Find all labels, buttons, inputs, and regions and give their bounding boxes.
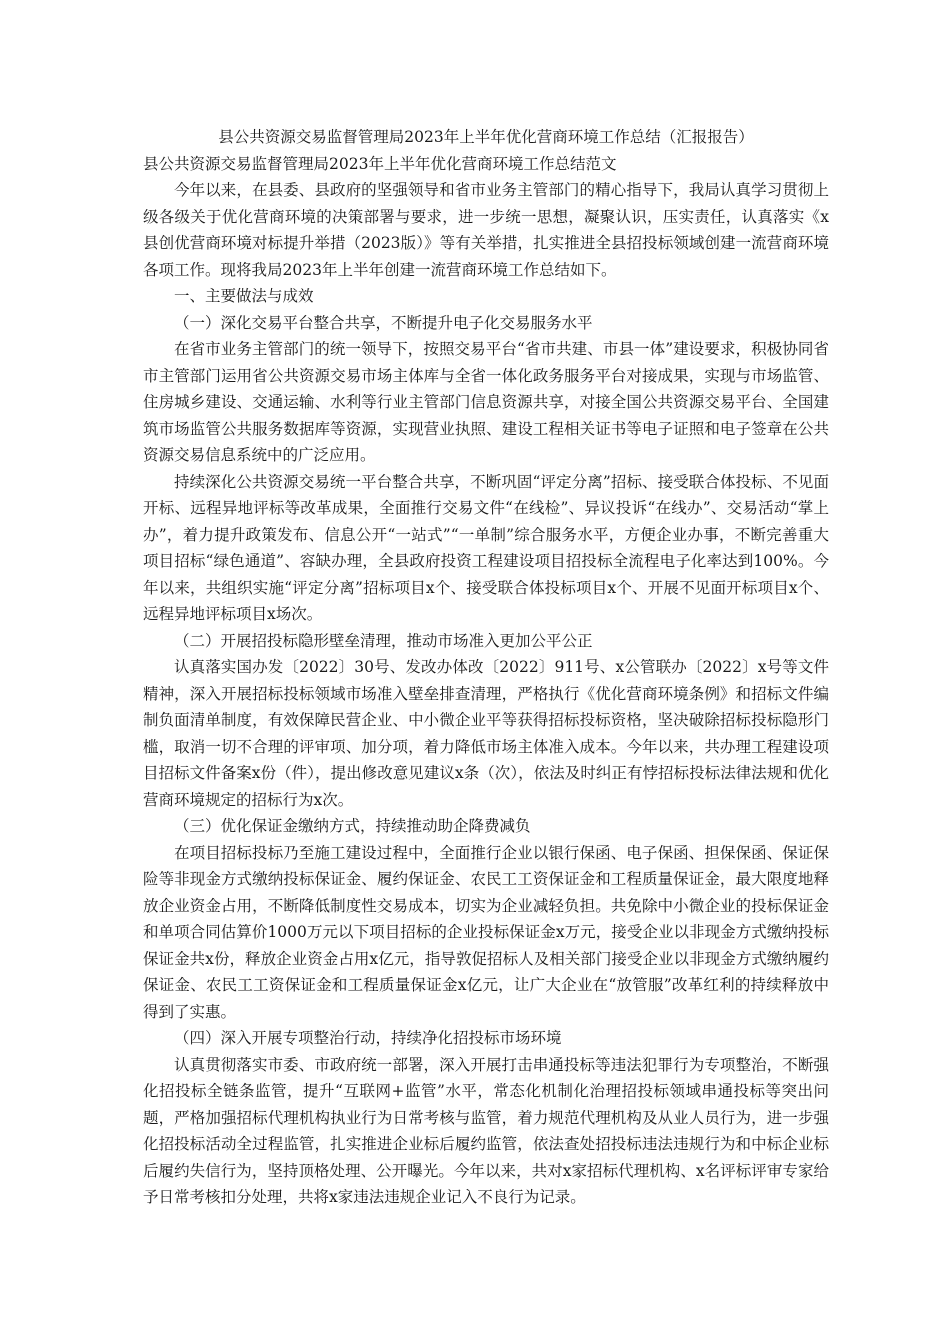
intro-paragraph: 今年以来，在县委、县政府的坚强领导和省市业务主管部门的精心指导下，我局认真学习贯彻上级各级关于优化营商环境的决策部署与要求，进一步统一思想，凝聚认识，压实责任，认真落实《x县创优营商环境对标提升举措（2023版）》等有关举措，扎实推进全县招投标领域创建一流营商环境各项工作。现将我局2023年上半年创建一流营商环境工作总结如下。 <box>143 181 829 279</box>
section-heading-1: 一、主要做法与成效 <box>174 287 314 305</box>
document-subtitle: 县公共资源交易监督管理局2023年上半年优化营商环境工作总结范文 <box>143 154 617 173</box>
subsection-1-paragraph-1: 在省市业务主管部门的统一领导下，按照交易平台“省市共建、市县一体”建设要求，积极协同省市主管部门运用省公共资源交易市场主体库与全省一体化政务服务平台对接成果，实现与市场监管、住房城乡建设、交通运输、水利等行业主管部门信息资源共享，对接全国公共资源交易平台、全国建筑市场监管公共服务数据库等资源，实现营业执照、建设工程相关证书等电子证照和电子签章在公共资源交易信息系统中的广泛应用。 <box>143 340 829 464</box>
subsection-4-paragraph-1: 认真贯彻落实市委、市政府统一部署，深入开展打击串通投标等违法犯罪行为专项整治，不断强化招投标全链条监管，提升“互联网+监管”水平，常态化机制化治理招投标领域串通投标等突出问题，严格加强招标代理机构执业行为日常考核与监管，着力规范代理机构及从业人员行为，进一步强化招投标活动全过程监管，扎实推进企业标后履约监管，依法查处招投标违法违规行为和中标企业标后履约失信行为，坚持顶格处理、公开曝光。今年以来，共对x家招标代理机构、x名评标评审专家给予日常考核扣分处理，共将x家违法违规企业记入不良行为记录。 <box>143 1055 829 1206</box>
document-title: 县公共资源交易监督管理局2023年上半年优化营商环境工作总结（汇报报告） <box>218 128 754 146</box>
subsection-3-paragraph-1: 在项目招标投标乃至施工建设过程中，全面推行企业以银行保函、电子保函、担保保函、保证保险等非现金方式缴纳投标保证金、履约保证金、农民工工资保证金和工程质量保证金，最大限度地释放企业资金占用，不断降低制度性交易成本，切实为企业减轻负担。共免除中小微企业的投标保证金和单项合同估算价1000万元以下项目招标的企业投标保证金x万元，接受企业以非现金方式缴纳投标保证金共x份，释放企业资金占用x亿元，指导敦促招标人及相关部门接受企业以非现金方式缴纳履约保证金、农民工工资保证金和工程质量保证金x亿元，让广大企业在“放管服”改革红利的持续释放中得到了实惠。 <box>143 843 829 1021</box>
document-page <box>143 124 829 1211</box>
subsection-heading-2: （二）开展招投标隐形壁垒清理，推动市场准入更加公平公正 <box>174 631 593 650</box>
subsection-heading-1: （一）深化交易平台整合共享，不断提升电子化交易服务水平 <box>174 313 593 332</box>
subsection-heading-3: （三）优化保证金缴纳方式，持续推动助企降费减负 <box>174 817 531 835</box>
subsection-2-paragraph-1: 认真落实国办发〔2022〕30号、发改办体改〔2022〕911号、x公管联办〔2022〕x号等文件精神，深入开展招标投标领域市场准入壁垒排查清理，严格执行《优化营商环境条例》和招标文件编制负面清单制度，有效保障民营企业、中小微企业平等获得招标投标资格，坚决破除招标投标隐形门槛，取消一切不合理的评审项、加分项，着力降低市场主体准入成本。今年以来，共办理工程建设项目招标文件备案x份（件），提出修改意见建议x条（次），依法及时纠正有悖招标投标法律法规和优化营商环境规定的招标行为x次。 <box>143 658 829 809</box>
subsection-heading-4: （四）深入开展专项整治行动，持续净化招投标市场环境 <box>174 1029 562 1047</box>
subsection-1-paragraph-2: 持续深化公共资源交易统一平台整合共享，不断巩固“评定分离”招标、接受联合体投标、不见面开标、远程异地评标等改革成果，全面推行交易文件“在线检”、异议投诉“在线办”、交易活动“掌上办”，着力提升政策发布、信息公开“一站式”“一单制”综合服务水平，方便企业办事，不断完善重大项目招标“绿色通道”、容缺办理，全县政府投资工程建设项目招投标全流程电子化率达到100%。今年以来，共组织实施“评定分离”招标项目x个、接受联合体投标项目x个、开展不见面开标项目x个、远程异地评标项目x场次。 <box>143 472 829 623</box>
